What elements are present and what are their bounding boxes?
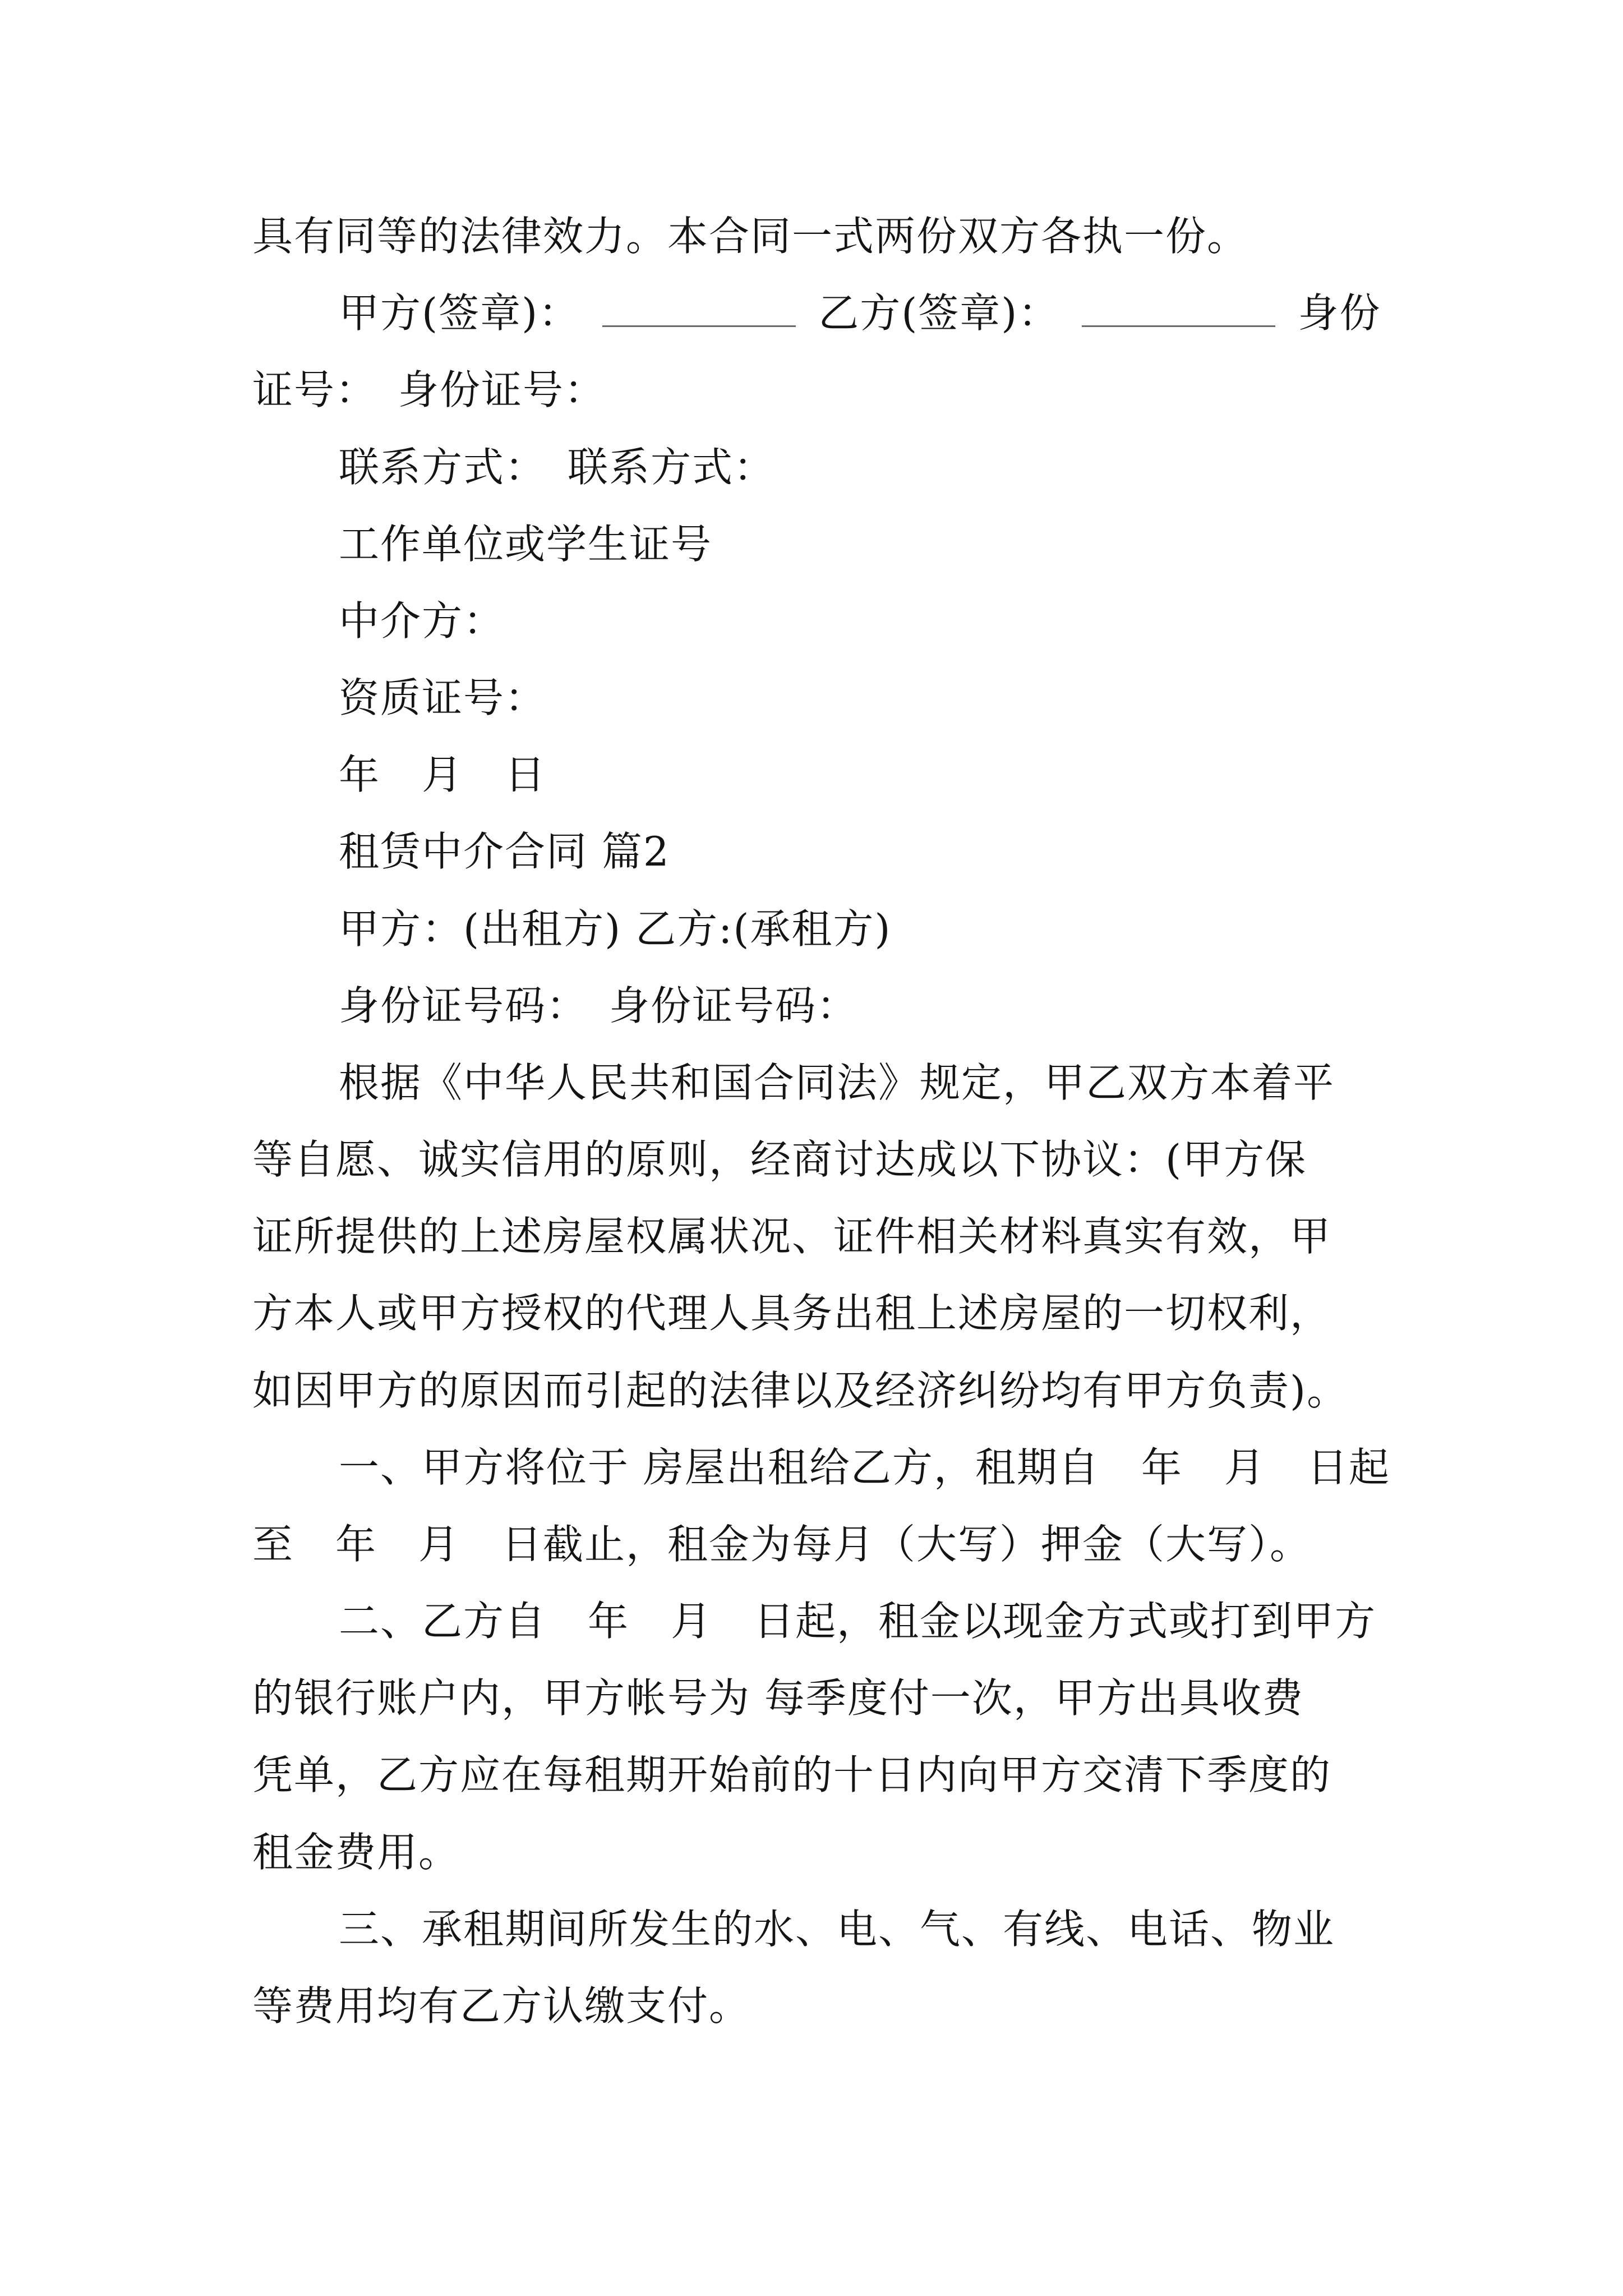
paragraph-line: 如因甲方的原因而引起的法律以及经济纠纷均有甲方负责)。	[252, 1367, 1349, 1414]
text-line: 证号： 身份证号：	[252, 366, 606, 413]
paragraph-line: 根据《中华人民共和国合同法》规定，甲乙双方本着平	[339, 1059, 1335, 1106]
paragraph-line: 凭单，乙方应在每租期开始前的十日内向甲方交清下季度的	[252, 1751, 1332, 1798]
party-a-signature-blank	[602, 286, 796, 327]
text-line: 工作单位或学生证号	[339, 521, 713, 568]
paragraph-line: 的银行账户内，甲方帐号为 每季度付一次，甲方出具收费	[252, 1674, 1304, 1722]
party-a-signature-label: 甲方(签章)：	[339, 289, 580, 337]
text-line: 资质证号：	[339, 674, 547, 721]
paragraph-line: 方本人或甲方授权的代理人具务出租上述房屋的一切权利，	[252, 1290, 1332, 1337]
party-b-signature-label: 乙方(签章)：	[818, 289, 1060, 337]
party-b-signature-blank	[1082, 286, 1275, 327]
paragraph-line: 证所提供的上述房屋权属状况、证件相关材料真实有效，甲	[252, 1213, 1332, 1260]
signature-line	[339, 286, 1472, 340]
section-heading: 租赁中介合同 篇2	[339, 828, 670, 875]
paragraph-line: 三、承租期间所发生的水、电、气、有线、电话、物业	[339, 1906, 1335, 1953]
text-line: 中介方：	[339, 597, 505, 645]
paragraph-line: 租金费用。	[252, 1829, 460, 1876]
paragraph-line: 等自愿、诚实信用的原则，经商讨达成以下协议：(甲方保	[252, 1136, 1307, 1183]
text-line: 具有同等的法律效力。本合同一式两份双方各执一份。	[252, 213, 1249, 260]
paragraph-line: 至 年 月 日截止，租金为每月（大写）押金（大写）。	[252, 1521, 1312, 1568]
date-line: 年 月 日	[339, 751, 547, 798]
text-line: 甲方：(出租方) 乙方:(承租方)	[339, 905, 892, 953]
paragraph-line: 二、乙方自 年 月 日起，租金以现金方式或打到甲方	[339, 1598, 1377, 1645]
paragraph-line: 等费用均有乙方认缴支付。	[252, 1982, 751, 2030]
paragraph-line: 一、甲方将位于 房屋出租给乙方，租期自 年 月 日起	[339, 1444, 1390, 1491]
text-line: 身份证号码： 身份证号码：	[339, 982, 859, 1029]
id-label-start: 身份	[1298, 289, 1381, 337]
text-line: 联系方式： 联系方式：	[339, 444, 776, 491]
